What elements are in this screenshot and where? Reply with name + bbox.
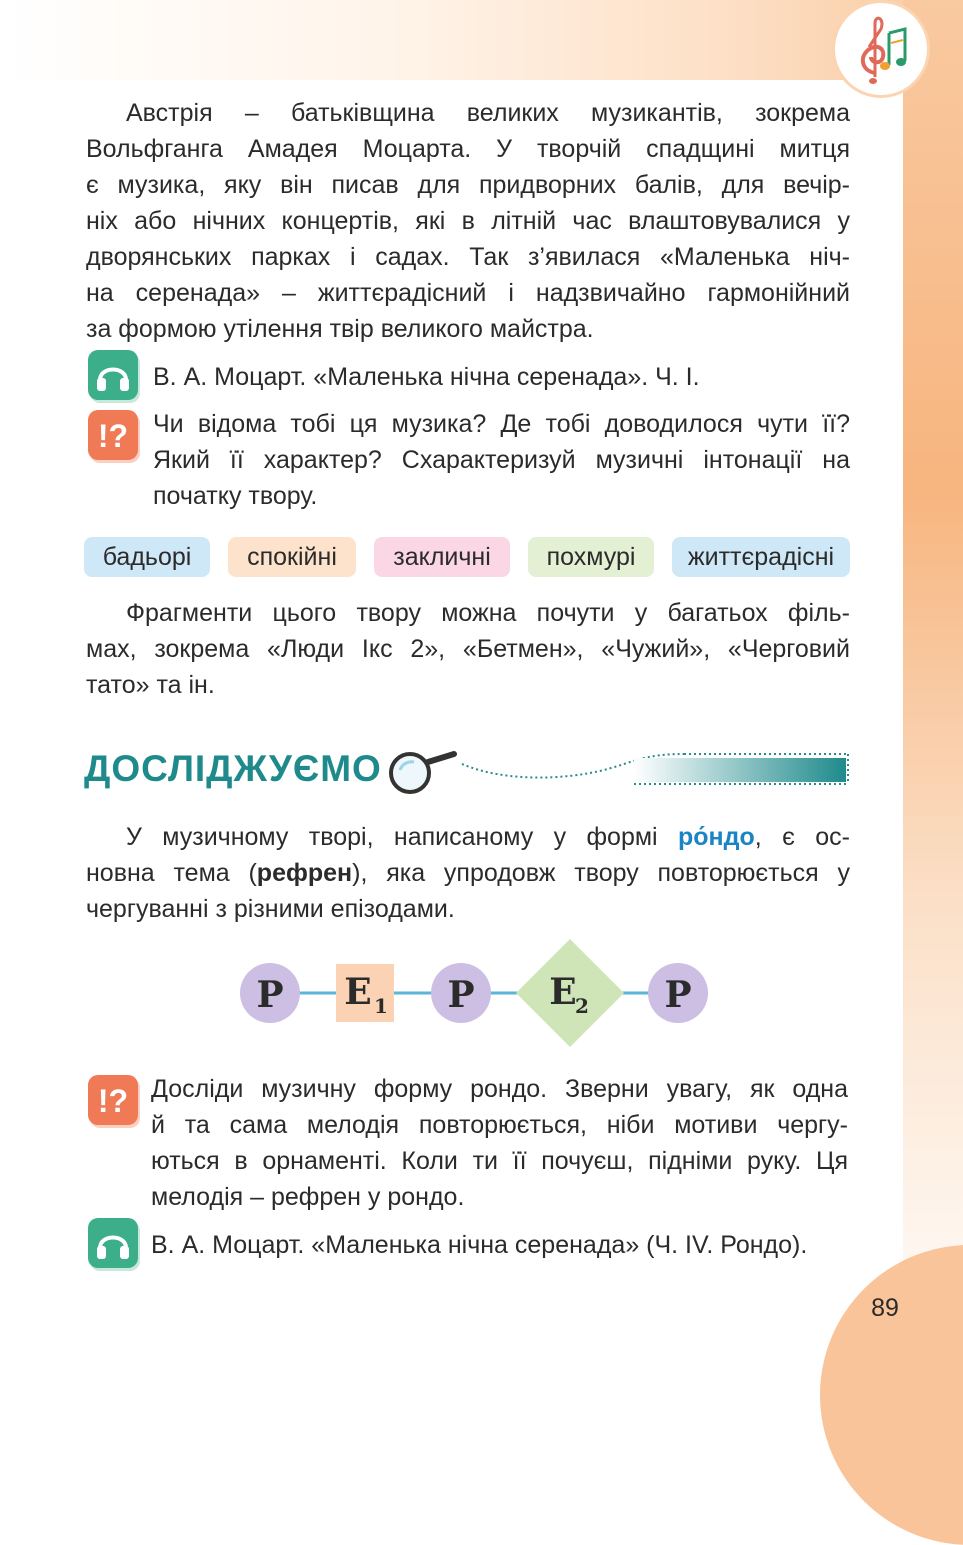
mood-tag[interactable]: спокійні [228, 537, 356, 577]
rondo-form-diagram [230, 937, 720, 1052]
refrain-term: рефрен [256, 859, 353, 887]
text-segment: новна тема ( [86, 859, 257, 887]
right-gradient-band [903, 0, 963, 1394]
question-icon [88, 1075, 138, 1125]
mood-tag[interactable]: похмурі [528, 537, 654, 577]
text-line: на серенада» – життєрадісний і надзвичайно гармонійний [86, 279, 850, 307]
mood-tag[interactable]: бадьорі [84, 537, 210, 577]
text-segment: ), яка упродовж твору повторюється у [352, 859, 850, 887]
text-line: мелодія – рефрен у рондо. [151, 1183, 465, 1211]
text-line: чергуванні з різними епізодами. [86, 895, 455, 923]
text-line: Досліди музичну форму рондо. Зверни увагу, як одна [151, 1075, 848, 1103]
treble-clef-notes-icon [835, 3, 927, 95]
question-block-2 [151, 1071, 848, 1215]
text-line: й та сама мелодія повторюється, ніби мотиви чергу- [151, 1111, 848, 1139]
text-line: ються в орнаменті. Коли ти її почуєш, підніми руку. Ця [151, 1147, 848, 1175]
listening-track-1: В. А. Моцарт. «Маленька нічна серенада». Ч. І. [153, 363, 700, 391]
page-corner-decoration [820, 1245, 963, 1545]
question-glyph: !? [97, 418, 129, 454]
headphones-icon[interactable] [88, 350, 138, 400]
text-line: Вольфганга Амадея Моцарта. У творчій спадщині митця [86, 135, 850, 163]
question-icon [88, 410, 138, 460]
text-line: дворянських парках і садах. Так з’явилася «Маленька ніч- [86, 243, 850, 271]
diagram-node-refrain [240, 963, 300, 1023]
music-emblem [835, 3, 927, 95]
diagram-node-episode-1 [336, 964, 394, 1022]
films-paragraph [86, 595, 850, 703]
text-line: Чи відома тобі ця музика? Де тобі доводилося чути її? [153, 410, 850, 438]
text-line: Австрія – батьківщина великих музикантів, зокрема [126, 99, 850, 127]
rondo-term: ро́ндо [678, 823, 755, 851]
mood-tag[interactable]: життєрадісні [672, 537, 850, 577]
text-line: мах, зокрема «Люди Ікс 2», «Бетмен», «Чужий», «Черговий [86, 635, 850, 663]
text-line: початку твору. [153, 482, 318, 510]
svg-text:Е: Е [549, 971, 577, 1013]
headphones-icon[interactable] [88, 1218, 138, 1268]
diagram-node-refrain [648, 963, 708, 1023]
diagram-node-refrain [431, 963, 491, 1023]
mood-tag[interactable]: закличні [374, 537, 510, 577]
svg-text:Р: Р [447, 974, 475, 1016]
top-gradient-band [0, 0, 963, 80]
text-line [86, 855, 850, 891]
svg-text:Р: Р [664, 974, 692, 1016]
listening-track-2: В. А. Моцарт. «Маленька нічна серенада» (Ч. IV. Рондо). [151, 1231, 808, 1259]
text-line: ніх або нічних концертів, які в літній час влаштовувалися у [86, 207, 850, 235]
svg-text:Р: Р [256, 974, 284, 1016]
subscript: 1 [374, 994, 388, 1018]
text-segment: , є ос- [754, 823, 851, 851]
question-block-1 [153, 406, 850, 514]
text-line: є музика, яку він писав для придворних балів, для вечір- [86, 171, 850, 199]
text-segment: У музичному творі, написаному у формі [126, 823, 678, 851]
rondo-paragraph [86, 819, 850, 927]
text-line: тато» та ін. [86, 671, 215, 699]
text-line: Який її характер? Схарактеризуй музичні інтонації на [153, 446, 850, 474]
subscript: 2 [575, 994, 589, 1018]
svg-text:Е: Е [344, 971, 372, 1013]
text-line: за формою утілення твір великого майстра. [86, 315, 594, 343]
diagram-node-episode-2 [516, 939, 624, 1047]
text-line: Фрагменти цього твору можна почути у багатьох філь- [126, 599, 850, 627]
text-line [86, 819, 850, 855]
section-title: ДОСЛІДЖУЄМО [84, 748, 382, 789]
magnifier-icon [384, 740, 854, 800]
question-glyph: !? [97, 1083, 129, 1119]
page-number: 89 [871, 1294, 899, 1322]
intro-paragraph [86, 95, 850, 347]
